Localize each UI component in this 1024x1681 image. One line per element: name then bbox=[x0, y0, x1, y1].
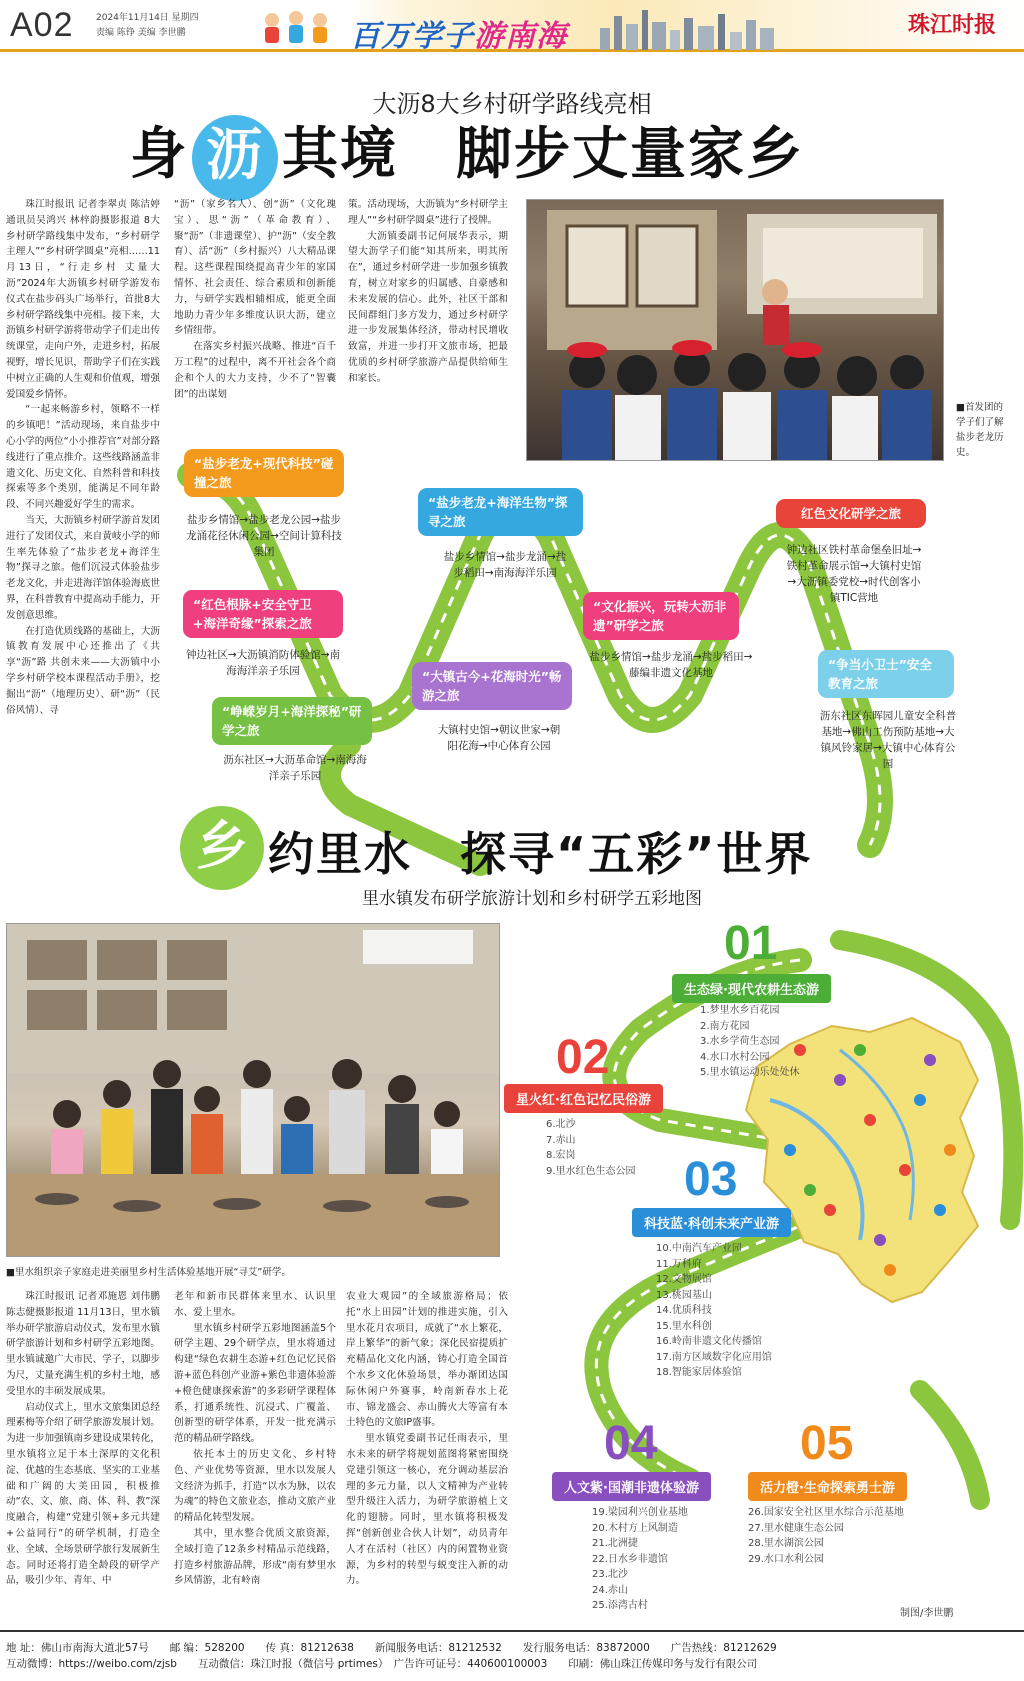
paragraph: 启动仪式上，里水文旅集团总经理素梅等介绍了研学旅游发展计划。为进一步加强镇南乡建设成果转化，里水镇将立足于本土深厚的文化积淀、优越的生态基底、坚实的工业基础和广阔的大美田园，积极推动“农、文、旅、商、体、科、教”深度融合，构建“党建引领+多元共建+公益同行”的研学机制，打造全业、全域、全场景研学旅行发展新生态。同时还将打造全龄段的研学产品，吸引少年、青年、中 bbox=[6, 1401, 160, 1587]
list-item: 29.水口水利公园 bbox=[748, 1553, 824, 1565]
list-item: 21.北洲捷 bbox=[592, 1538, 638, 1549]
graphic-credit: 制图/李世鹏 bbox=[900, 1608, 954, 1619]
section-list-04 bbox=[592, 1505, 742, 1614]
list-item: 20.木村方上风制造 bbox=[592, 1522, 678, 1534]
column-banner bbox=[350, 11, 567, 55]
section-number-03: 03 bbox=[684, 1153, 738, 1206]
paragraph: “一起来畅游乡村，领略不一样的乡镇吧！”活动现场，来自盐步中心小学的两位“小小推荐官”对部分路线进行了重点推介。这些线路涵盖非遗文化、历史文化、自然科普和科技探索等多个类别，能满足不同年龄段、不同兴趣爱好学生的需求。 bbox=[6, 404, 160, 511]
paragraph: 其中，里水整合优质文旅资源，全域打造了12条乡村精品示范线路，打造乡村旅游品牌，形成“南有梦里水乡风情游，北有岭南 bbox=[174, 1527, 336, 1587]
paragraph: 珠江时报讯 记者邓施恩 刘伟鹏 陈志健摄影报道 11月13日，里水镇举办研学旅游启动仪式，发布里水镇研学旅游计划和乡村研学五彩地图。里水镇诚邀广大市民、学子，以脚步为尺，丈量充满生机的乡村土地，感受里水的丰硕发展成果。 bbox=[6, 1291, 160, 1397]
article2-column-1 bbox=[6, 1289, 160, 1607]
list-item: 23.北沙 bbox=[592, 1569, 628, 1580]
route-box-1: “盐步老龙+现代科技”碰撞之旅 bbox=[184, 449, 344, 497]
list-item: 7.赤山 bbox=[546, 1134, 576, 1146]
section-bar-03: 科技蓝·科创未来产业游 bbox=[632, 1208, 791, 1237]
article1-column-2 bbox=[174, 197, 336, 432]
list-item: 22.日水乡非遗馆 bbox=[592, 1553, 668, 1565]
list-item: 16.岭南非遗文化传播馆 bbox=[656, 1336, 762, 1347]
article2-column-2 bbox=[174, 1289, 336, 1607]
route-stops-2: 盐步乡情馆→盐步龙涌→盐步稻田→南海海洋乐园 bbox=[443, 551, 567, 579]
paragraph: 策。活动现场，大沥镇为“乡村研学主理人”“乡村研学圆桌”进行了授牌。 bbox=[348, 199, 508, 226]
paragraph: 珠江时报讯 记者李翠贞 陈洁婷 通讯员吴鸿兴 林梓韵摄影报道 8大乡村研学路线集中发布，“乡村研学主理人”“乡村研学圆桌”亮相……11月13日，“行走乡村 丈量大沥”2024年大沥镇乡村研学游发布仪式在盐步码头广场举行，首批8大乡村研学路线集中亮相。接下来，大沥镇乡村研学游将带动学子们走出传统课堂，走向户外，走进乡村，拓展视野，增长见识，帮助学子们在实践中树立正确的人生观和价值观，增强爱国爱乡情怀。 bbox=[6, 199, 160, 400]
section-number-02: 02 bbox=[556, 1031, 610, 1084]
paragraph: 老年和新市民群体来里水、认识里水、爱上里水。 bbox=[174, 1291, 336, 1318]
route-stops-7: 沥东社区东晖园儿童安全科普基地→佛山工伤预防基地→大镇风铃家居→大镇中心体育公园 bbox=[819, 710, 957, 770]
paragraph: 农业大观园”的全域旅游格局；依托“水上田园”计划的推进实施，引入里水花月农项目，成就了“水上繁花，岸上繁华”的新气象；深化民宿提质扩充精品化文化内涵，铸心打造全国首个水乡文化休验场景，举办渐团达国际休闲户外赛事，岭南新春水上花市、锦龙盛会、赤山腾火大等富有本土特色的文旅IP盛事。 bbox=[346, 1291, 508, 1429]
route-stops-5: 盐步乡情馆→盐步龙涌→盐步稻田→藤编非遗文化基地 bbox=[589, 651, 753, 679]
list-item: 3.水乡学荷生态园 bbox=[700, 1036, 780, 1047]
page-footer bbox=[0, 1630, 1024, 1681]
photo-illustration bbox=[7, 924, 500, 1257]
paragraph: 依托本土的历史文化、乡村特色、产业优势等资源，里水以发展人文经济为抓手，打造“以水为脉，以农为魂”的特色文旅业态，推动文旅产业的精品化转型发展。 bbox=[174, 1448, 336, 1524]
article1-column-3 bbox=[348, 197, 508, 432]
list-item: 27.里水健康生态公园 bbox=[748, 1522, 844, 1534]
list-item: 14.优质科技 bbox=[656, 1305, 712, 1316]
photo1-caption: ■首发团的学子们了解盐步老龙历史。 bbox=[956, 402, 1004, 458]
paragraph: 大沥镇委副书记何展华表示，期望大沥学子们能“知其所来，明其所在”，通过乡村研学进一步加强乡镇教育，树立对家乡的归属感、自豪感和未来发展的信心。此外，社区干部和民间群组门多方发力，通过乡村研学进一步发展集体经济，带动村民增收致富，并进一步打开文旅市场，把最优质的乡村研学旅游产品提供给师生和家长。 bbox=[348, 230, 508, 384]
section-list-03 bbox=[656, 1241, 836, 1381]
list-item: 9.里水红色生态公园 bbox=[546, 1165, 636, 1177]
paragraph: 在打造优质线路的基础上，大沥镇教育发展中心还推出了《共享“沥”路 共创未来——大沥镇中小学乡村研学校本课程活动手册》，挖掘出“沥”（地理历史）、研“沥”（民俗风情）、寻 bbox=[6, 625, 160, 716]
section-list-01 bbox=[700, 1003, 860, 1081]
route-box-3: 红色文化研学之旅 bbox=[776, 499, 926, 528]
paragraph: 在落实乡村振兴战略、推进“百千万工程”的过程中，离不开社会各个商企和个人的大力支持，少不了“智囊团”的出谋划 bbox=[174, 341, 336, 400]
museum-visit-photo bbox=[526, 199, 944, 461]
section-number-01: 01 bbox=[724, 917, 778, 970]
route-box-2: “盐步老龙+海洋生物”探寻之旅 bbox=[418, 488, 583, 536]
list-item: 18.智能家居体验馆 bbox=[656, 1367, 742, 1378]
route-stops-8: 沥东社区→大沥革命馆→南海海洋亲子乐园 bbox=[223, 754, 367, 782]
editor-credits: 责编 陈铮 美编 李世鹏 bbox=[96, 28, 186, 38]
route-stops-1: 盐步乡情馆→盐步老龙公园→盐步龙涌花径休闲公园→空间计算科技集团 bbox=[186, 514, 342, 558]
list-item: 25.添湾古村 bbox=[592, 1600, 648, 1611]
list-item: 10.中南汽车产业园 bbox=[656, 1243, 742, 1254]
list-item: 4.水口水村公园 bbox=[700, 1051, 770, 1063]
article1-title bbox=[130, 110, 804, 201]
kids-illustration bbox=[258, 6, 338, 48]
title1-circle-char: 沥 bbox=[192, 115, 278, 201]
list-item: 28.里水湖滨公园 bbox=[748, 1538, 824, 1549]
title1-pre: 身 bbox=[130, 122, 188, 187]
route-box-8: “峥嵘岁月+海洋探秘”研学之旅 bbox=[212, 697, 372, 745]
list-item: 15.里水科创 bbox=[656, 1320, 712, 1332]
banner-part1: 百万学子 bbox=[350, 19, 474, 54]
section-number-05: 05 bbox=[800, 1417, 854, 1470]
paragraph: 里水镇党委副书记任雨表示，里水未来的研学将规划蓝图将紧密围绕党建引领这一核心，充分调动基层治理的多元力量，以人文精神为产业转型升级注入活力，为研学旅游植上文化的翅膀。同时，里水镇将积极发挥“创新创业合伙人计划”，动员青年人才在活村（社区）内的闲置物业资源，为乡村的转型与蜕变注入新的动力。 bbox=[346, 1433, 508, 1587]
paragraph: 里水镇乡村研学五彩地图涵盖5个研学主题、29个研学点，里水将通过构建“绿色农耕生态游+红色记忆民俗游+蓝色科创产业游+紫色非遗体验游+橙色健康探索游”的多彩研学课程体系，打通系统性、沉浸式、广覆盖、创新型的研学体系，开发一批充满示范的精品研学路线。 bbox=[174, 1322, 336, 1445]
page-number: A02 bbox=[10, 6, 74, 44]
list-item: 11.万科府 bbox=[656, 1258, 702, 1270]
route-stops-4: 钟边社区→大沥镇消防体验馆→南海海洋亲子乐园 bbox=[185, 649, 341, 677]
article2-subtitle: 里水镇发布研学旅游计划和乡村研学五彩地图 bbox=[362, 889, 702, 909]
list-item: 12.文物展馆 bbox=[656, 1274, 712, 1285]
section-bar-01: 生态绿·现代农耕生态游 bbox=[672, 974, 831, 1003]
page-header bbox=[0, 0, 1024, 52]
footer-line-1: 地 址：佛山市南海大道北57号 邮 编：528200 传 真：81212638 新闻服务电话：81212532 发行服务电话：83872000 广告热线：81212629 bbox=[6, 1642, 777, 1654]
newspaper-name: 珠江时报 bbox=[907, 12, 996, 38]
list-item: 5.里水镇运动乐处处休 bbox=[700, 1067, 800, 1078]
article2-column-3 bbox=[346, 1289, 508, 1607]
article1-subtitle: 大沥8大乡村研学路线亮相 bbox=[372, 90, 652, 118]
list-item: 19.梁园利兴创业基地 bbox=[592, 1507, 688, 1518]
article1-column-1 bbox=[6, 197, 160, 792]
list-item: 26.国家安全社区里水综合示范基地 bbox=[748, 1507, 904, 1518]
footer-line-2: 互动微博：https://weibo.com/zjsb 互动微信：珠江时报（微信号 prtimes） 广告许可证号：440600100003 印刷：佛山珠江传媒印务与发行有限公司 bbox=[6, 1658, 758, 1670]
photo-illustration bbox=[527, 200, 944, 461]
list-item: 2.南方花园 bbox=[700, 1020, 750, 1032]
list-item: 1.梦里水乡百花园 bbox=[700, 1005, 780, 1016]
city-skyline-illustration bbox=[600, 6, 780, 50]
list-item: 6.北沙 bbox=[546, 1119, 576, 1130]
title2-circle-char: 乡 bbox=[180, 806, 264, 890]
banner-part2: 游南海 bbox=[474, 19, 567, 54]
section-bar-04: 人文紫·国潮非遗体验游 bbox=[552, 1472, 711, 1501]
section-bar-02: 星火红·红色记忆民俗游 bbox=[504, 1084, 663, 1113]
section-list-05 bbox=[748, 1505, 948, 1567]
issue-date: 2024年11月14日 星期四 bbox=[96, 13, 199, 23]
family-research-photo bbox=[6, 923, 500, 1257]
route-box-7: “争当小卫士”安全教育之旅 bbox=[818, 650, 954, 698]
photo2-caption: ■里水组织亲子家庭走进美丽里乡村生活体验基地开展“寻艾”研学。 bbox=[6, 1267, 291, 1278]
article2-title: 约里水 探寻“五彩”世界 bbox=[268, 827, 813, 881]
route-stops-6: 大镇村史馆→朝议世家→朝阳花海→中心体育公园 bbox=[437, 724, 561, 752]
section-list-02 bbox=[546, 1117, 666, 1179]
section-number-04: 04 bbox=[604, 1417, 658, 1470]
list-item: 8.宏岗 bbox=[546, 1150, 576, 1161]
list-item: 17.南方区域数字化应用馆 bbox=[656, 1351, 772, 1363]
list-item: 13.桃园基山 bbox=[656, 1289, 712, 1301]
title1-post: 其境 脚步丈量家乡 bbox=[282, 122, 804, 187]
section-bar-05: 活力橙·生命探索勇士游 bbox=[748, 1472, 907, 1501]
paragraph: “沥”（家乡名人）、创“沥”（文化瑰宝）、思“沥”（革命教育）、聚“沥”（非遗课堂）、护“沥”（安全教育）、活“沥”（乡村振兴）八大精品课程。这些课程围绕提高青少年的家国情怀、社会责任、综合素质和创新能力，与研学实践相辅相成，能更全面地助力青少年多维度认识大沥，建立乡情纽带。 bbox=[174, 199, 336, 337]
list-item: 24.赤山 bbox=[592, 1584, 628, 1596]
route-box-5: “文化振兴，玩转大沥非遗”研学之旅 bbox=[583, 592, 739, 640]
route-stops-3: 钟边社区铁村革命堡垒旧址→铁村革命展示馆→大镇村史馆→大沥镇委党校→时代创客小镇TIC营地 bbox=[786, 544, 922, 604]
route-box-4: “红色根脉+安全守卫+海洋奇缘”探索之旅 bbox=[183, 590, 343, 638]
paragraph: 当天，大沥镇乡村研学游首发团进行了发团仪式，来自黄岐小学的师生率先体验了“盐步老龙+海洋生物”探寻之旅。他们沉浸式体验盐步老龙文化，并走进海洋馆体验海底世界，在科普教育中提高动手能力，开发创意思维。 bbox=[6, 514, 160, 621]
route-box-6: “大镇古今+花海时光”畅游之旅 bbox=[412, 662, 572, 710]
